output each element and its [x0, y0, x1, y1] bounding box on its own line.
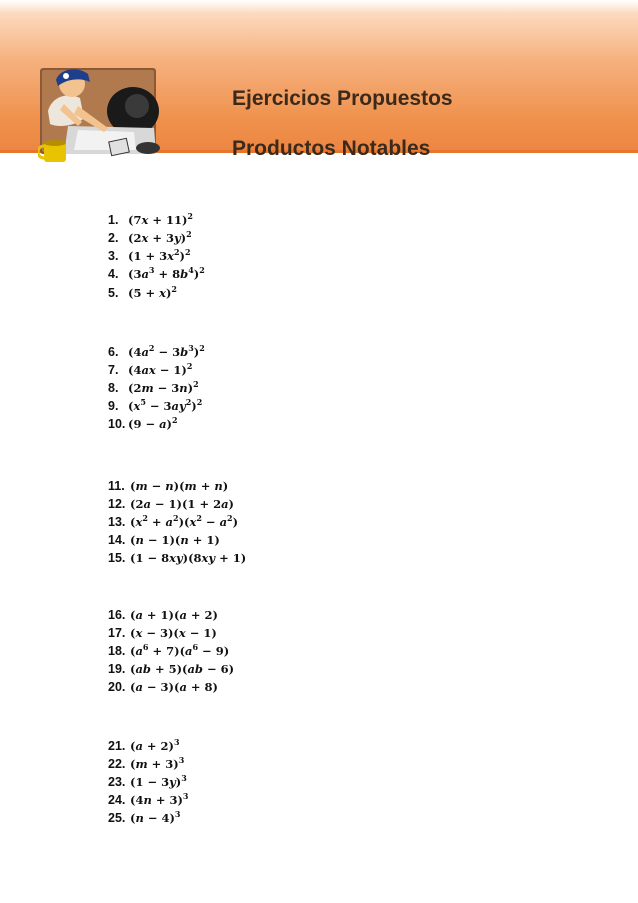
exercise-number: 21.: [108, 739, 126, 753]
exercise-number: 7.: [108, 363, 119, 377]
exercise-number: 23.: [108, 775, 126, 789]
student-studying-clipart: [38, 66, 162, 166]
exercise-expression: (1 − 8xy)(8xy + 1): [130, 551, 247, 565]
exercise-number: 11.: [108, 479, 125, 493]
exercise-expression: $(3a^3 + 8b^4)^2$: [128, 265, 205, 281]
exercise-number: 8.: [108, 381, 119, 395]
exercise-expression: $(m + 3)^3$: [130, 755, 185, 771]
exercise-expression: (x − 3)(x − 1): [130, 626, 217, 640]
exercise-number: 5.: [108, 286, 119, 300]
page-title: Ejercicios Propuestos: [232, 87, 453, 110]
exercise-expression: (2a − 1)(1 + 2a): [130, 497, 234, 511]
exercise-number: 10.: [108, 417, 126, 431]
exercise-expression: $(1 + 3x^2)^2$: [128, 247, 191, 263]
exercise-expression: $(9 - a)^2$: [128, 415, 178, 431]
page-subtitle: Productos Notables: [232, 137, 431, 160]
exercise-expression: $(7x + 11)^2$: [128, 211, 193, 227]
exercise-expression: $(x^5 - 3ay^2)^2$: [128, 397, 203, 413]
exercise-expression: $(a^6 + 7)(a^6 - 9)$: [130, 642, 230, 658]
exercise-expression: $(2x + 3y)^2$: [128, 229, 192, 245]
exercise-expression: (n − 1)(n + 1): [130, 533, 220, 547]
exercise-number: 2.: [108, 231, 119, 245]
exercise-number: 15.: [108, 551, 126, 565]
exercise-expression: $(1 - 3y)^3$: [130, 773, 187, 789]
exercise-expression: (m − n)(m + n): [130, 479, 229, 493]
exercise-expression: $(4a^2 - 3b^3)^2$: [128, 343, 205, 359]
exercise-number: 9.: [108, 399, 119, 413]
exercise-number: 13.: [108, 515, 126, 529]
exercise-number: 16.: [108, 608, 126, 622]
exercise-expression: $(x^2 + a^2)(x^2 - a^2)$: [130, 513, 239, 529]
exercise-number: 24.: [108, 793, 126, 807]
exercise-number: 14.: [108, 533, 126, 547]
exercise-expression: $(4n + 3)^3$: [130, 791, 189, 807]
exercise-number: 12.: [108, 497, 126, 511]
exercise-expression: $(n - 4)^3$: [130, 809, 181, 825]
exercise-number: 19.: [108, 662, 126, 676]
exercise-expression: (ab + 5)(ab − 6): [130, 662, 235, 676]
exercise-number: 1.: [108, 213, 119, 227]
exercise-expression: $(2m - 3n)^2$: [128, 379, 199, 395]
exercise-number: 17.: [108, 626, 126, 640]
exercise-expression: (a − 3)(a + 8): [130, 680, 218, 694]
exercise-number: 18.: [108, 644, 126, 658]
exercise-number: 20.: [108, 680, 126, 694]
exercise-expression: $(5 + x)^2$: [128, 284, 177, 300]
exercise-number: 22.: [108, 757, 126, 771]
exercise-number: 3.: [108, 249, 119, 263]
exercise-number: 25.: [108, 811, 126, 825]
exercise-number: 4.: [108, 267, 119, 281]
exercise-expression: $(a + 2)^3$: [130, 737, 180, 753]
exercise-expression: (a + 1)(a + 2): [130, 608, 218, 622]
exercise-number: 6.: [108, 345, 119, 359]
exercise-expression: $(4ax - 1)^2$: [128, 361, 193, 377]
